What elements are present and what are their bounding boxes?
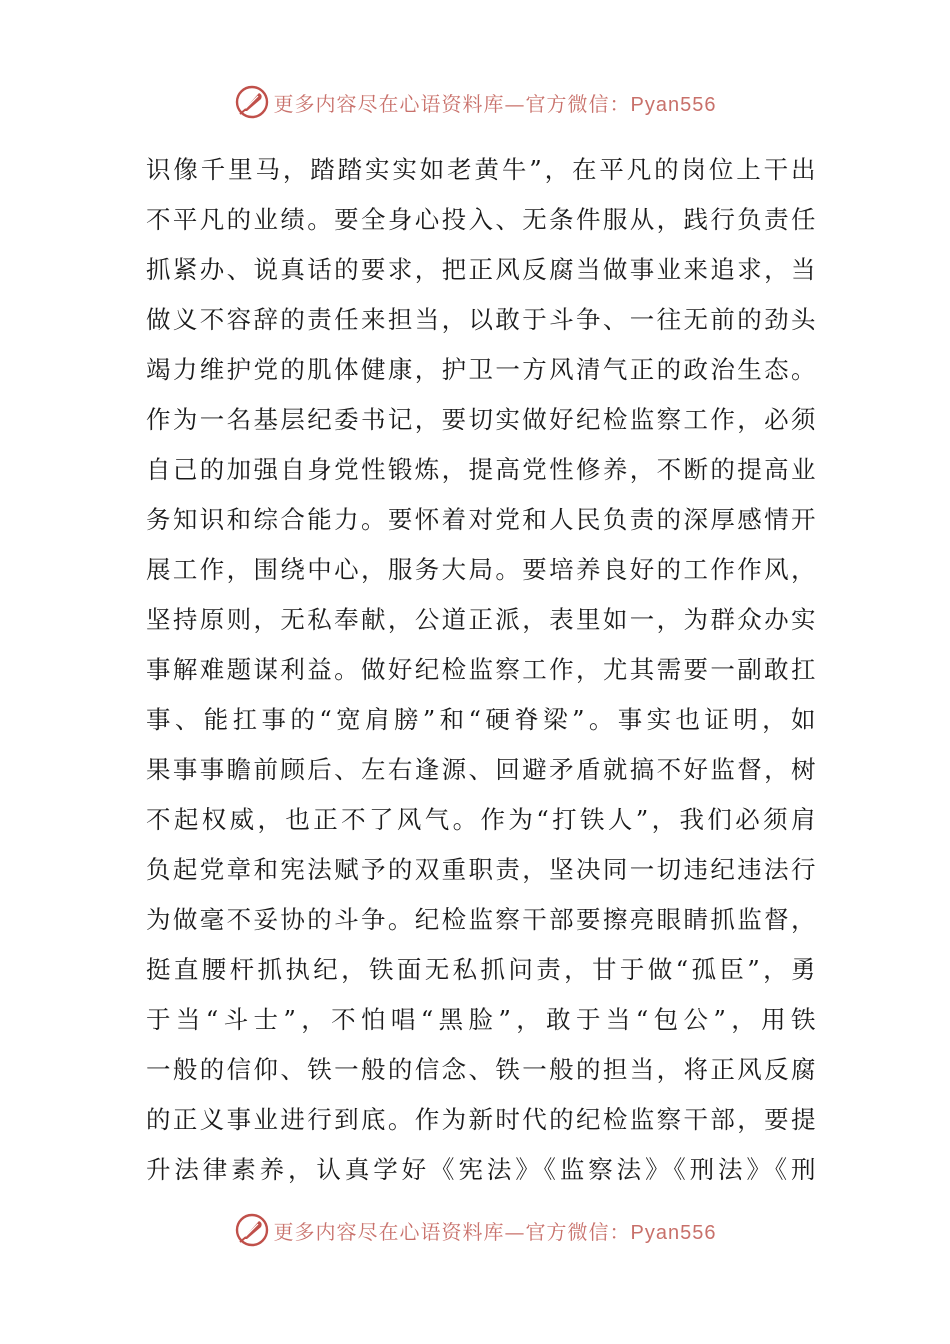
text-line: 负起党章和宪法赋予的双重职责，坚决同一切违纪违法行 [146, 855, 816, 884]
text-line: 一般的信仰、铁一般的信念、铁一般的担当，将正风反腐 [146, 1055, 816, 1084]
wechat-id: Pyan556 [630, 1221, 717, 1244]
header-banner [0, 82, 950, 122]
banner-text: 更多内容尽在心语资料库—官方微信：Pyan556 [273, 1219, 717, 1244]
footer-banner [0, 1210, 950, 1250]
document-body [146, 145, 816, 1195]
text-line: 竭力维护党的肌体健康，护卫一方风清气正的政治生态。 [146, 355, 816, 384]
text-line: 不平凡的业绩。要全身心投入、无条件服从，践行负责任 [146, 205, 816, 234]
feather-pen-logo-icon [234, 84, 270, 120]
wechat-id: Pyan556 [630, 93, 717, 116]
text-line: 不起权威，也正不了风气。作为“打铁人”，我们必须肩 [146, 805, 816, 834]
text-line: 事、能扛事的“宽肩膀”和“硬脊梁”。事实也证明，如 [146, 705, 816, 734]
feather-pen-logo-icon [234, 1212, 270, 1248]
text-line: 务知识和综合能力。要怀着对党和人民负责的深厚感情开 [146, 505, 816, 534]
text-line: 识像千里马，踏踏实实如老黄牛”，在平凡的岗位上干出 [146, 155, 816, 184]
text-line: 事解难题谋利益。做好纪检监察工作，尤其需要一副敢扛 [146, 655, 816, 684]
text-line: 坚持原则，无私奉献，公道正派，表里如一，为群众办实 [146, 605, 816, 634]
text-line: 为做毫不妥协的斗争。纪检监察干部要擦亮眼睛抓监督， [146, 905, 816, 934]
text-line: 展工作，围绕中心，服务大局。要培养良好的工作作风， [146, 555, 816, 584]
text-line: 抓紧办、说真话的要求，把正风反腐当做事业来追求，当 [146, 255, 816, 284]
text-line: 自己的加强自身党性锻炼，提高党性修养，不断的提高业 [146, 455, 816, 484]
text-line: 做义不容辞的责任来担当，以敢于斗争、一往无前的劲头 [146, 305, 816, 334]
text-line: 的正义事业进行到底。作为新时代的纪检监察干部，要提 [146, 1105, 816, 1134]
text-line: 果事事瞻前顾后、左右逢源、回避矛盾就搞不好监督，树 [146, 755, 816, 784]
text-line: 于当“斗士”，不怕唱“黑脸”，敢于当“包公”，用铁 [146, 1005, 816, 1034]
text-line: 作为一名基层纪委书记，要切实做好纪检监察工作，必须 [146, 405, 816, 434]
text-line: 挺直腰杆抓执纪，铁面无私抓问责，甘于做“孤臣”，勇 [146, 955, 816, 984]
banner-text: 更多内容尽在心语资料库—官方微信：Pyan556 [273, 91, 717, 116]
text-line: 升法律素养，认真学好《宪法》《监察法》《刑法》《刑 [146, 1155, 816, 1184]
